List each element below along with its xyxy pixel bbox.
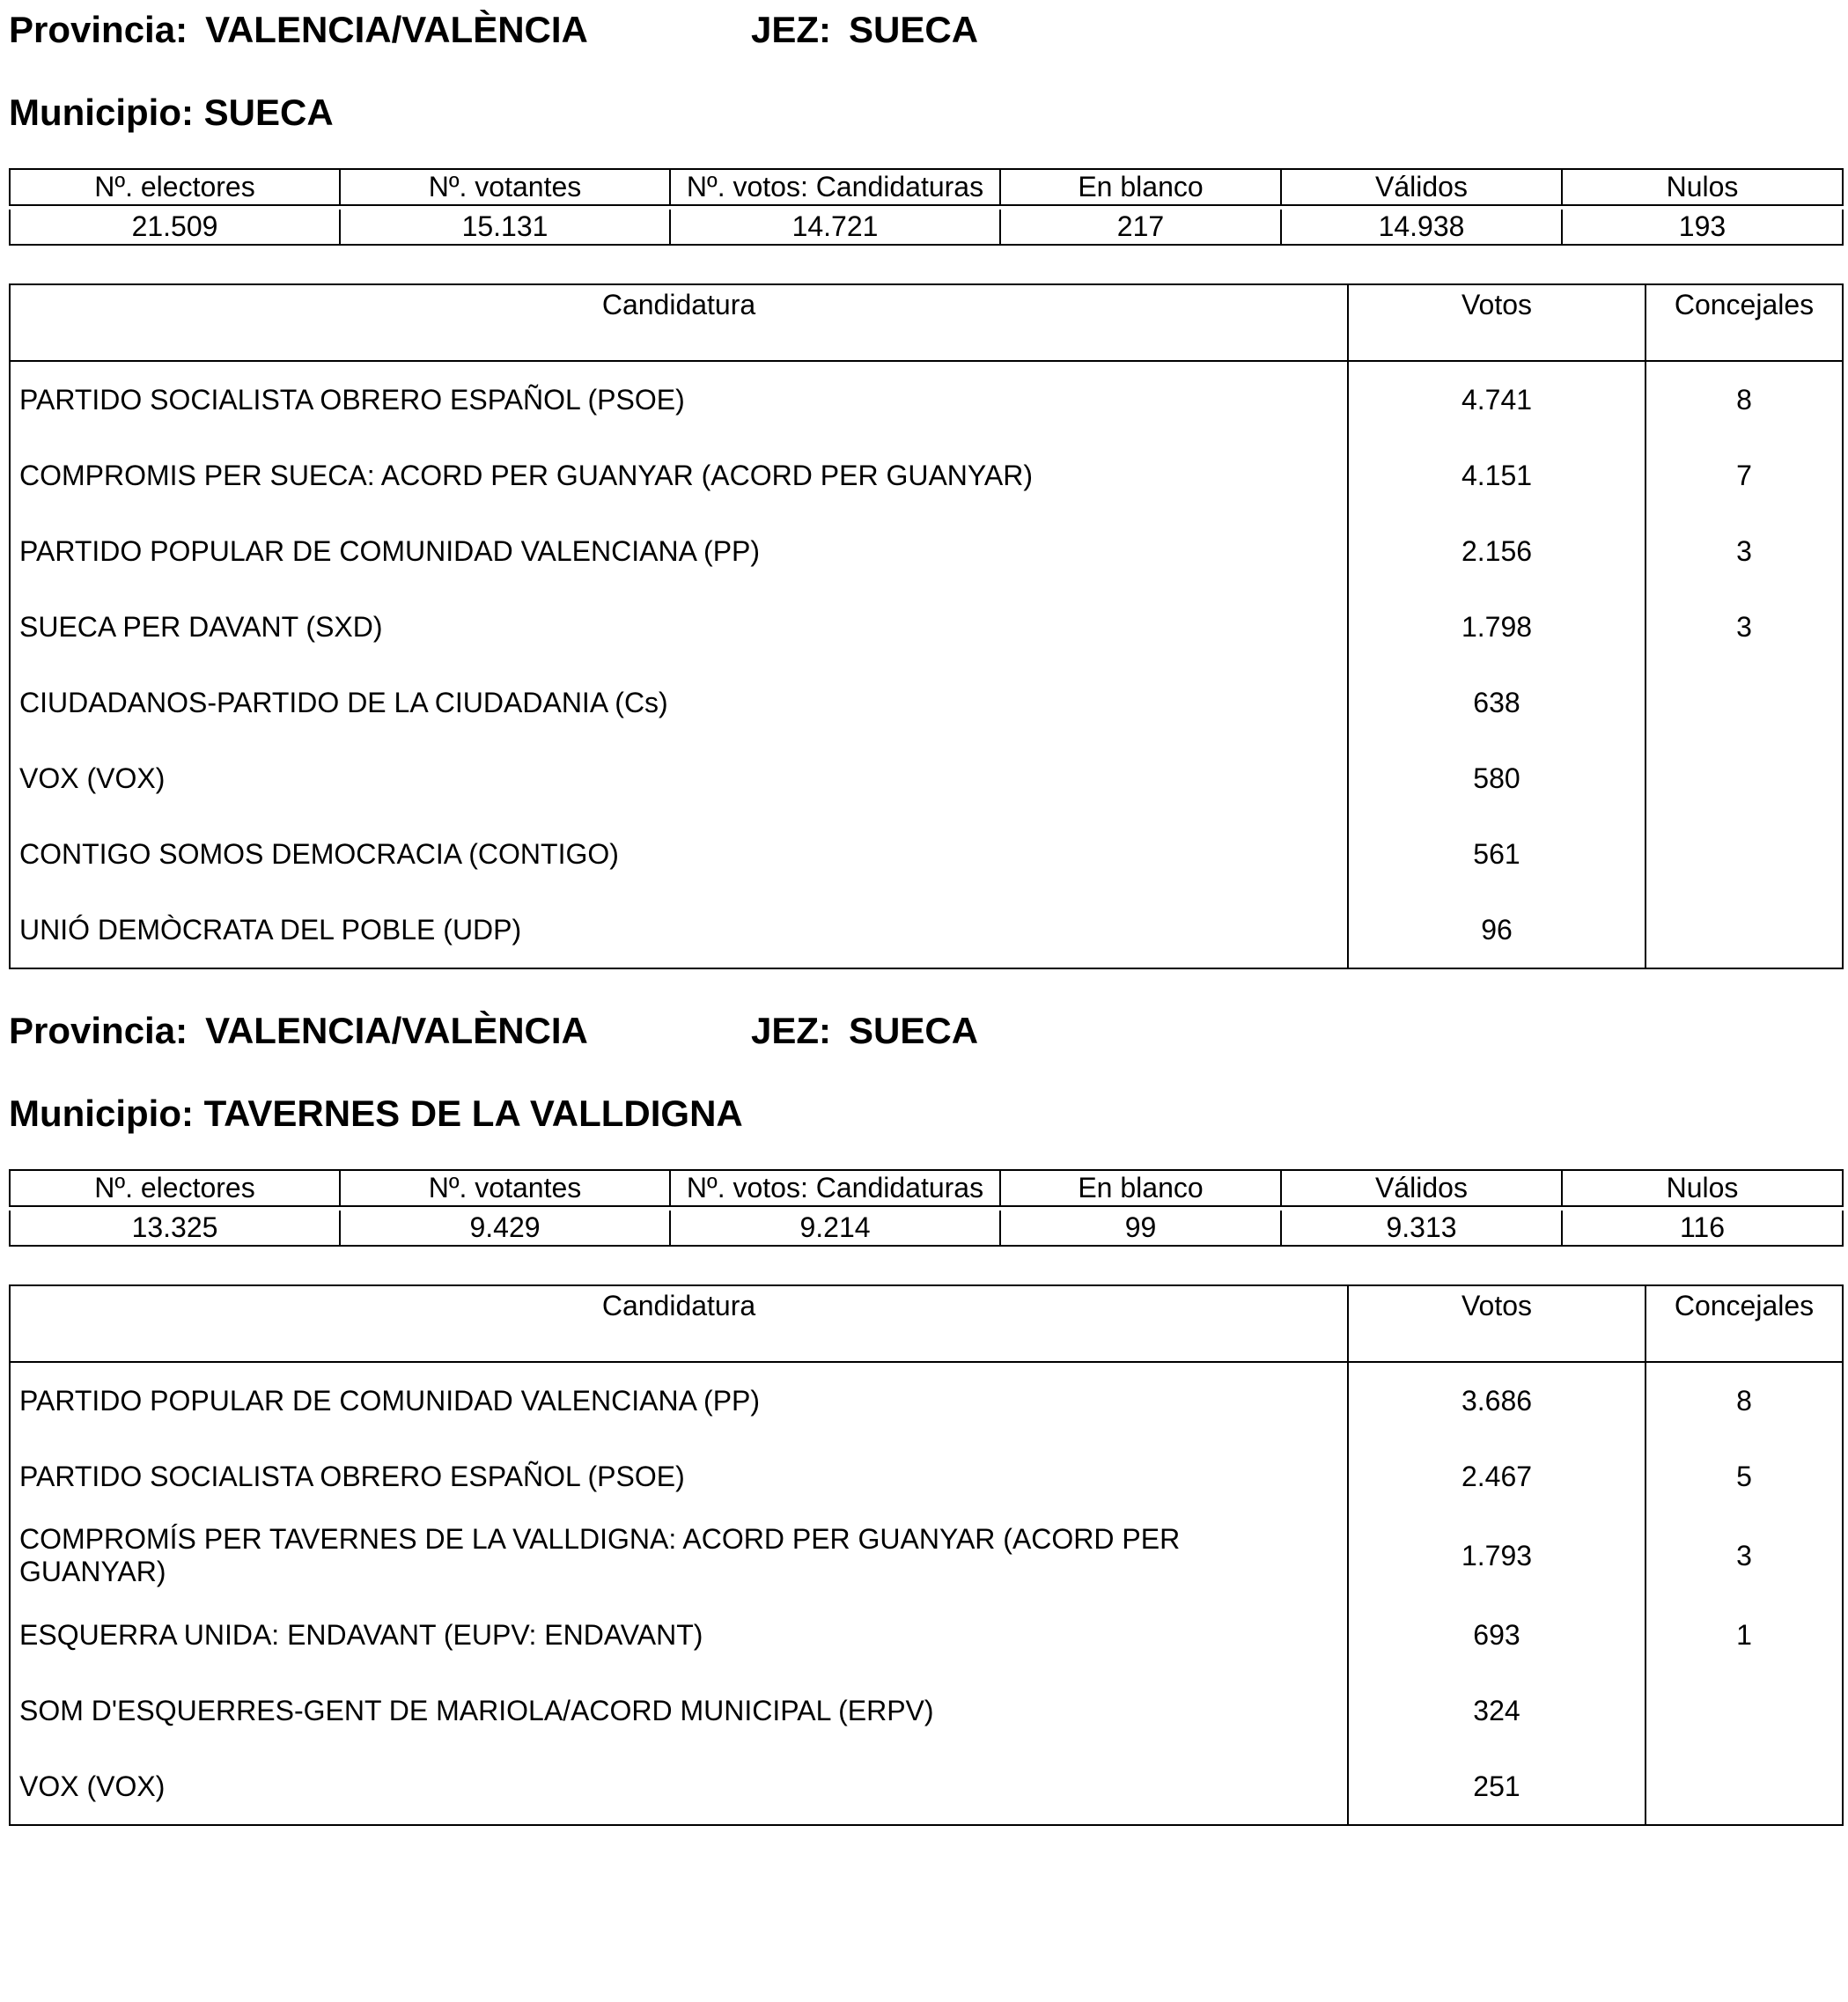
summary-header: Nº. votantes [340,1170,670,1206]
jez-value: SUECA [849,1010,979,1051]
summary-header-row [10,169,1843,205]
table-row [10,1514,1843,1597]
candidaturas-header-row [10,284,1843,361]
municipio-label: Municipio: [9,92,194,133]
summary-header: Válidos [1281,1170,1562,1206]
candidatura-name: COMPROMIS PER SUECA: ACORD PER GUANYAR (ACORD PER GUANYAR) [10,438,1348,513]
summary-value-nulos: 193 [1562,210,1843,245]
summary-value-electores: 21.509 [10,210,340,245]
candidatura-name: PARTIDO SOCIALISTA OBRERO ESPAÑOL (PSOE) [10,361,1348,438]
candidatura-votos: 3.686 [1348,1362,1646,1439]
candidatura-name: PARTIDO SOCIALISTA OBRERO ESPAÑOL (PSOE) [10,1439,1348,1514]
provincia-value: VALENCIA/VALÈNCIA [205,1010,588,1051]
summary-value-votos-candidaturas: 14.721 [670,210,1000,245]
summary-value-en-blanco: 99 [1000,1211,1281,1246]
summary-header: Válidos [1281,169,1562,205]
jez-value: SUECA [849,9,979,50]
candidaturas-table [9,1284,1844,1826]
municipio-header [9,94,334,131]
table-row [10,1748,1843,1825]
candidatura-votos: 2.156 [1348,513,1646,589]
candidatura-votos: 251 [1348,1748,1646,1825]
candidatura-name: COMPROMÍS PER TAVERNES DE LA VALLDIGNA: ACORD PER GUANYAR (ACORD PER GUANYAR) [10,1514,1348,1597]
candidatura-name: UNIÓ DEMÒCRATA DEL POBLE (UDP) [10,892,1348,968]
candidatura-name: SOM D'ESQUERRES-GENT DE MARIOLA/ACORD MUNICIPAL (ERPV) [10,1673,1348,1748]
summary-value-nulos: 116 [1562,1211,1843,1246]
candidatura-concejales: 3 [1646,513,1843,589]
summary-value-row [10,210,1843,245]
municipio-header [9,1095,743,1132]
table-row [10,438,1843,513]
summary-header: Nulos [1562,1170,1843,1206]
summary-header: Nº. electores [10,169,340,205]
table-row [10,1362,1843,1439]
provincia-header [9,1012,588,1049]
candidatura-concejales: 3 [1646,1514,1843,1597]
candidatura-concejales: 7 [1646,438,1843,513]
candidatura-votos: 4.741 [1348,361,1646,438]
candidatura-concejales [1646,1748,1843,1825]
candidatura-votos: 2.467 [1348,1439,1646,1514]
candidatura-concejales: 8 [1646,1362,1843,1439]
candidatura-concejales [1646,740,1843,816]
summary-header: Nº. votantes [340,169,670,205]
summary-header: En blanco [1000,1170,1281,1206]
provincia-label: Provincia: [9,1010,188,1051]
jez-header [751,1012,978,1049]
table-row [10,740,1843,816]
summary-header: En blanco [1000,169,1281,205]
candidatura-votos: 638 [1348,665,1646,740]
summary-value-validos: 14.938 [1281,210,1562,245]
summary-header: Nº. votos: Candidaturas [670,169,1000,205]
summary-header-row [10,1170,1843,1206]
summary-value-en-blanco: 217 [1000,210,1281,245]
col-concejales-header: Concejales [1646,1285,1843,1362]
candidatura-votos: 693 [1348,1597,1646,1673]
jez-label: JEZ: [751,1010,832,1051]
municipio-label: Municipio: [9,1093,194,1134]
candidatura-votos: 580 [1348,740,1646,816]
provincia-value: VALENCIA/VALÈNCIA [205,9,588,50]
candidatura-name: CIUDADANOS-PARTIDO DE LA CIUDADANIA (Cs) [10,665,1348,740]
table-row [10,1439,1843,1514]
summary-value-row [10,1211,1843,1246]
candidatura-name: SUECA PER DAVANT (SXD) [10,589,1348,665]
summary-header: Nº. electores [10,1170,340,1206]
candidatura-concejales: 1 [1646,1597,1843,1673]
candidaturas-header-row [10,1285,1843,1362]
candidatura-concejales [1646,892,1843,968]
col-concejales-header: Concejales [1646,284,1843,361]
candidatura-concejales [1646,816,1843,892]
candidatura-concejales [1646,1673,1843,1748]
municipio-value: SUECA [203,92,334,133]
candidatura-name: VOX (VOX) [10,1748,1348,1825]
candidatura-name: VOX (VOX) [10,740,1348,816]
candidatura-votos: 1.798 [1348,589,1646,665]
candidatura-name: PARTIDO POPULAR DE COMUNIDAD VALENCIANA (PP) [10,1362,1348,1439]
summary-value-votos-candidaturas: 9.214 [670,1211,1000,1246]
jez-header [751,11,978,48]
candidatura-concejales [1646,665,1843,740]
candidatura-name: CONTIGO SOMOS DEMOCRACIA (CONTIGO) [10,816,1348,892]
col-candidatura-header: Candidatura [10,1285,1348,1362]
summary-header: Nulos [1562,169,1843,205]
candidatura-votos: 4.151 [1348,438,1646,513]
table-row [10,513,1843,589]
candidatura-votos: 1.793 [1348,1514,1646,1597]
table-row [10,892,1843,968]
table-row [10,1597,1843,1673]
summary-table [9,168,1844,246]
summary-value-votantes: 15.131 [340,210,670,245]
col-votos-header: Votos [1348,284,1646,361]
summary-header: Nº. votos: Candidaturas [670,1170,1000,1206]
summary-table [9,1169,1844,1247]
candidatura-name: PARTIDO POPULAR DE COMUNIDAD VALENCIANA (PP) [10,513,1348,589]
provincia-header [9,11,588,48]
col-candidatura-header: Candidatura [10,284,1348,361]
candidatura-concejales: 5 [1646,1439,1843,1514]
candidaturas-table [9,283,1844,969]
col-votos-header: Votos [1348,1285,1646,1362]
table-row [10,816,1843,892]
candidatura-votos: 96 [1348,892,1646,968]
table-row [10,1673,1843,1748]
summary-value-validos: 9.313 [1281,1211,1562,1246]
candidatura-votos: 324 [1348,1673,1646,1748]
jez-label: JEZ: [751,9,832,50]
provincia-label: Provincia: [9,9,188,50]
candidatura-name: ESQUERRA UNIDA: ENDAVANT (EUPV: ENDAVANT) [10,1597,1348,1673]
table-row [10,665,1843,740]
summary-value-votantes: 9.429 [340,1211,670,1246]
candidatura-concejales: 8 [1646,361,1843,438]
candidatura-votos: 561 [1348,816,1646,892]
table-row [10,361,1843,438]
candidatura-concejales: 3 [1646,589,1843,665]
table-row [10,589,1843,665]
municipio-value: TAVERNES DE LA VALLDIGNA [203,1093,743,1134]
summary-value-electores: 13.325 [10,1211,340,1246]
results-block-tavernes [0,1001,1848,2002]
